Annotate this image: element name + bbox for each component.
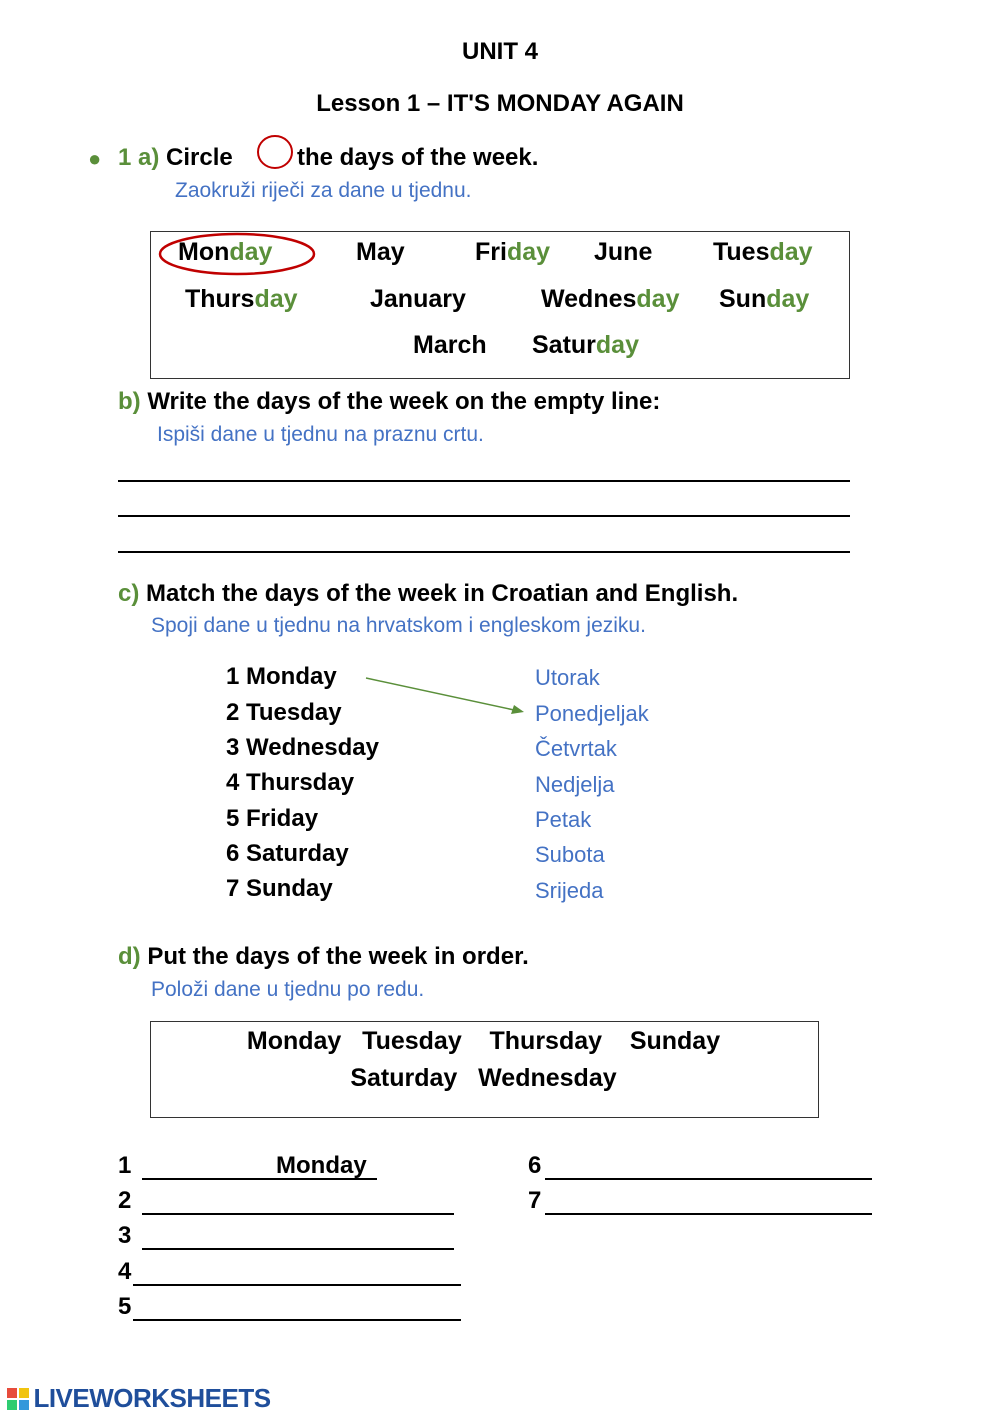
order-example-answer: Monday bbox=[276, 1152, 367, 1179]
match-english-6[interactable]: 6 Saturday bbox=[226, 840, 349, 867]
match-croatian-2[interactable]: Ponedjeljak bbox=[535, 701, 649, 726]
match-english-1[interactable]: 1 Monday bbox=[226, 663, 337, 690]
word-suffix: day bbox=[769, 238, 813, 266]
task-a-instruction bbox=[118, 144, 233, 172]
match-croatian-7[interactable]: Srijeda bbox=[535, 878, 604, 903]
order-line-5[interactable] bbox=[133, 1319, 461, 1321]
word-saturday[interactable] bbox=[532, 331, 639, 360]
word-suffix: day bbox=[229, 238, 273, 266]
order-number-6: 6 bbox=[528, 1152, 542, 1179]
order-words-line-2: Saturday Wednesday bbox=[350, 1064, 617, 1092]
word-stem: Mon bbox=[178, 238, 230, 266]
word-stem: Fri bbox=[475, 238, 507, 266]
task-d-label: d) bbox=[118, 943, 141, 970]
match-croatian-3[interactable]: Četvrtak bbox=[535, 736, 617, 761]
answer-line-2[interactable] bbox=[118, 515, 850, 517]
order-number-4: 4 bbox=[118, 1258, 132, 1285]
word-may[interactable] bbox=[356, 238, 405, 267]
word-stem: Satur bbox=[532, 331, 596, 359]
word-stem: Wednes bbox=[541, 285, 637, 313]
order-line-3[interactable] bbox=[142, 1248, 454, 1250]
word-stem: March bbox=[413, 331, 487, 359]
logo-text: LIVEWORKSHEETS bbox=[33, 1383, 271, 1413]
word-sunday[interactable] bbox=[719, 285, 809, 314]
order-line-7[interactable] bbox=[545, 1213, 872, 1215]
task-c-translation: Spoji dane u tjednu na hrvatskom i engleskom jeziku. bbox=[151, 614, 646, 637]
order-number-2: 2 bbox=[118, 1187, 132, 1214]
match-arrow bbox=[360, 670, 530, 720]
order-number-5: 5 bbox=[118, 1293, 132, 1320]
order-line-4[interactable] bbox=[133, 1284, 461, 1286]
match-english-2[interactable]: 2 Tuesday bbox=[226, 699, 342, 726]
match-croatian-1[interactable]: Utorak bbox=[535, 665, 600, 690]
word-june[interactable] bbox=[594, 238, 652, 267]
match-croatian-6[interactable]: Subota bbox=[535, 842, 605, 867]
answer-line-3[interactable] bbox=[118, 551, 850, 553]
word-wednesday[interactable] bbox=[541, 285, 680, 314]
task-a-translation: Zaokruži riječi za dane u tjednu. bbox=[175, 179, 472, 202]
word-stem: Sun bbox=[719, 285, 767, 313]
bullet-icon: ● bbox=[88, 146, 102, 171]
word-friday[interactable] bbox=[475, 238, 550, 267]
task-c-label: c) bbox=[118, 580, 140, 607]
order-line-2[interactable] bbox=[142, 1213, 454, 1215]
task-a-text-before: Circle bbox=[166, 144, 233, 171]
word-monday[interactable] bbox=[178, 238, 272, 267]
word-stem: June bbox=[594, 238, 653, 266]
match-english-4[interactable]: 4 Thursday bbox=[226, 769, 355, 796]
word-suffix: day bbox=[636, 285, 680, 313]
word-suffix: day bbox=[766, 285, 810, 313]
order-words-line-1: Monday Tuesday Thursday Sunday bbox=[246, 1027, 721, 1055]
task-b-text: Write the days of the week on the empty line: bbox=[147, 388, 661, 415]
word-thursday[interactable] bbox=[185, 285, 298, 314]
word-stem: Tues bbox=[713, 238, 770, 266]
task-d-instruction bbox=[118, 943, 529, 971]
order-line-6[interactable] bbox=[545, 1178, 872, 1180]
task-b-translation: Ispiši dane u tjednu na praznu crtu. bbox=[157, 423, 484, 446]
order-number-3: 3 bbox=[118, 1222, 132, 1249]
circle-example-icon bbox=[256, 133, 296, 171]
word-march[interactable] bbox=[413, 331, 487, 360]
match-croatian-4[interactable]: Nedjelja bbox=[535, 772, 615, 797]
task-c-text: Match the days of the week in Croatian and English. bbox=[146, 580, 739, 607]
lesson-title: Lesson 1 – IT'S MONDAY AGAIN bbox=[316, 90, 684, 117]
task-a-label: 1 a) bbox=[118, 144, 160, 171]
task-b-label: b) bbox=[118, 388, 141, 415]
word-stem: May bbox=[356, 238, 405, 266]
task-c-instruction bbox=[118, 580, 738, 608]
logo-grid-icon bbox=[7, 1388, 29, 1410]
word-january[interactable] bbox=[370, 285, 466, 314]
unit-title: UNIT 4 bbox=[461, 38, 538, 65]
word-stem: January bbox=[370, 285, 466, 313]
word-suffix: day bbox=[254, 285, 298, 313]
word-suffix: day bbox=[595, 331, 639, 359]
task-a-text-after: the days of the week. bbox=[297, 144, 539, 171]
word-suffix: day bbox=[506, 238, 551, 266]
word-tuesday[interactable] bbox=[713, 238, 813, 267]
match-english-7[interactable]: 7 Sunday bbox=[226, 875, 333, 902]
order-number-7: 7 bbox=[528, 1187, 542, 1214]
task-d-translation: Položi dane u tjednu po redu. bbox=[151, 978, 425, 1001]
match-croatian-5[interactable]: Petak bbox=[535, 807, 592, 832]
answer-line-1[interactable] bbox=[118, 480, 850, 482]
match-english-5[interactable]: 5 Friday bbox=[226, 805, 319, 832]
liveworksheets-logo[interactable] bbox=[7, 1383, 271, 1414]
task-d-text: Put the days of the week in order. bbox=[147, 943, 529, 970]
match-english-3[interactable]: 3 Wednesday bbox=[226, 734, 379, 761]
order-number-1: 1 bbox=[118, 1152, 132, 1179]
task-b-instruction bbox=[118, 388, 660, 416]
word-stem: Thurs bbox=[185, 285, 255, 313]
